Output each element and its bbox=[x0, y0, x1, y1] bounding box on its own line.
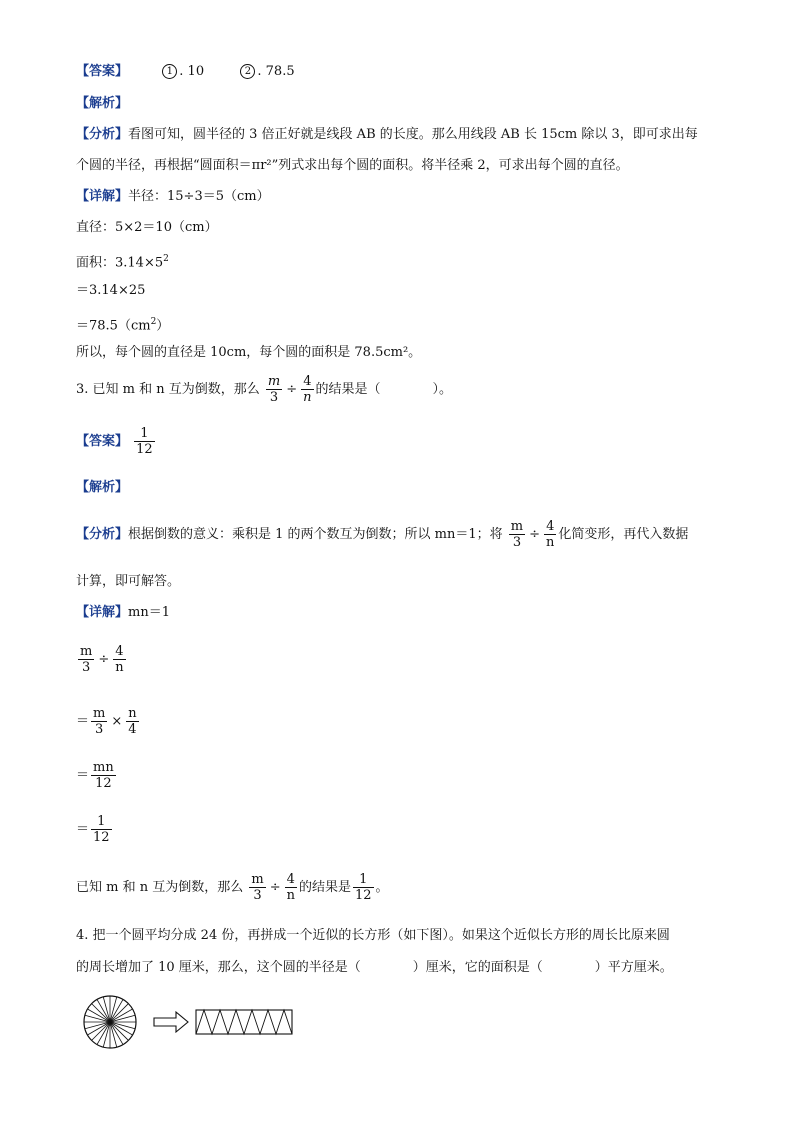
q4-figure bbox=[78, 994, 298, 1050]
analysis-tag: 【解析】 bbox=[76, 480, 129, 495]
q3-step-3: ＝ $\frac{mn}{12}$ bbox=[76, 760, 114, 791]
q2-detail-line4: ＝3.14×25 bbox=[76, 283, 146, 298]
q2-fenxi-line2: 个圆的半径，再根据“圆面积＝πr²”列式求出每个圆的面积。将半径乘 2，可求出每个圆的直径。 bbox=[76, 158, 629, 173]
q3-fenxi-line1: 【分析】根据倒数的意义：乘积是 1 的两个数互为倒数；所以 mn＝1；将 $\frac{m}{3}$ ÷ $\frac{4}{n}$ 化简变形，再代入数据 bbox=[76, 519, 689, 550]
q2-detail-line5 bbox=[76, 312, 169, 336]
q4-stem-line1: 4. 把一个圆平均分成 24 份，再拼成一个近似的长方形（如下图）。如果这个近似长方形的周长比原来圆 bbox=[76, 928, 670, 943]
q2-detail-line3 bbox=[76, 249, 169, 273]
arrow-icon bbox=[154, 1012, 188, 1032]
answer-tag: 【答案】 bbox=[76, 64, 129, 79]
q3-step-2: ＝ $\frac{m}{3}$ × $\frac{n}{4}$ bbox=[76, 706, 137, 737]
fenxi-text: 看图可知，圆半径的 3 倍正好就是线段 AB 的长度。那么用线段 AB 长 15cm 除以 3，即可求出每 bbox=[128, 127, 698, 142]
fraction-4-over-n: $\frac{4}{n}$ bbox=[303, 374, 312, 405]
approx-rectangle bbox=[196, 1010, 292, 1034]
q2-detail-line1 bbox=[76, 187, 270, 207]
stem-text-end: 的结果是（ ）。 bbox=[315, 382, 453, 397]
detail-text: 半径：15÷3＝5（cm） bbox=[128, 189, 270, 204]
detail-text-end: ） bbox=[156, 318, 170, 334]
q3-fenxi-line2: 计算，即可解答。 bbox=[76, 574, 181, 589]
answer-tag: 【答案】 bbox=[76, 434, 129, 449]
conclusion-text-mid: 的结果是 bbox=[298, 880, 351, 895]
divided-circle bbox=[84, 996, 136, 1048]
zigzag-line bbox=[196, 1010, 292, 1034]
fraction-1-over-12: $\frac{1}{12}$ bbox=[93, 814, 110, 845]
q2-analysis-heading bbox=[76, 94, 128, 114]
analysis-tag: 【解析】 bbox=[76, 96, 129, 111]
fraction-m-over-3: $\frac{m}{3}$ bbox=[93, 706, 106, 737]
fraction-4-over-n: $\frac{4}{n}$ bbox=[286, 872, 295, 903]
circled-number-2: 2 bbox=[240, 64, 255, 79]
q2-answer-line bbox=[76, 62, 295, 82]
q4-stem-line2: 的周长增加了 10 厘米，那么，这个圆的半径是（ ）厘米，它的面积是（ ）平方厘米。 bbox=[76, 960, 673, 975]
fenxi-tag: 【分析】 bbox=[76, 527, 129, 542]
fenxi-tag: 【分析】 bbox=[76, 127, 129, 142]
q3-analysis-heading bbox=[76, 478, 128, 498]
q3-answer-line bbox=[76, 422, 157, 462]
circled-number-1: 1 bbox=[162, 64, 177, 79]
detail-text: mn＝1 bbox=[128, 605, 170, 620]
q3-detail-line1 bbox=[76, 603, 170, 623]
conclusion-text: 已知 m 和 n 互为倒数，那么 bbox=[76, 880, 244, 895]
stem-text: 3. 已知 m 和 n 互为倒数，那么 bbox=[76, 382, 260, 397]
q3-step-4: ＝ $\frac{1}{12}$ bbox=[76, 814, 110, 845]
detail-tag: 【详解】 bbox=[76, 189, 129, 204]
fenxi-text-end: 化简变形，再代入数据 bbox=[558, 527, 689, 542]
exponent: 2 bbox=[163, 254, 169, 264]
fraction-4-over-n: $\frac{4}{n}$ bbox=[546, 519, 555, 550]
fraction-n-over-4: $\frac{n}{4}$ bbox=[128, 706, 137, 737]
q2-conclusion: 所以，每个圆的直径是 10cm，每个圆的面积是 78.5cm²。 bbox=[76, 345, 422, 360]
fenxi-text: 根据倒数的意义：乘积是 1 的两个数互为倒数；所以 mn＝1；将 bbox=[128, 527, 503, 542]
fraction-m-over-3: $\frac{m}{3}$ bbox=[510, 519, 524, 550]
q3-stem: 3. 已知 m 和 n 互为倒数，那么 $\frac{m}{3}$ ÷ $\frac{4}{n}$ 的结果是（ ）。 bbox=[76, 374, 453, 405]
q3-step-1: $\frac{m}{3}$ ÷ $\frac{4}{n}$ bbox=[80, 644, 124, 675]
detail-tag: 【详解】 bbox=[76, 605, 129, 620]
answer-value-2: . 78.5 bbox=[257, 64, 295, 79]
fraction-4-over-n: $\frac{4}{n}$ bbox=[115, 644, 124, 675]
answer-value-1: . 10 bbox=[179, 64, 205, 79]
fraction-mn-over-12: $\frac{mn}{12}$ bbox=[93, 760, 114, 791]
fraction-m-over-3: $\frac{m}{3}$ bbox=[80, 644, 93, 675]
fraction-m-over-3: $\frac{m}{3}$ bbox=[251, 872, 264, 903]
fraction-1-over-12: $\frac{1}{12}$ bbox=[355, 872, 372, 903]
q2-detail-line2: 直径：5×2＝10（cm） bbox=[76, 220, 218, 235]
exponent: 2 bbox=[150, 317, 157, 327]
answer-fraction: $\frac{1}{12}$ bbox=[136, 426, 153, 457]
detail-text: ＝78.5（cm bbox=[76, 318, 151, 334]
detail-text: 面积：3.14×5 bbox=[76, 255, 164, 271]
fraction-m-over-3: $\frac{m}{3}$ bbox=[267, 374, 281, 405]
q3-conclusion: 已知 m 和 n 互为倒数，那么 $\frac{m}{3}$ ÷ $\frac{4}{n}$ 的结果是 $\frac{1}{12}$ 。 bbox=[76, 872, 389, 903]
q2-fenxi-line1 bbox=[76, 125, 698, 145]
